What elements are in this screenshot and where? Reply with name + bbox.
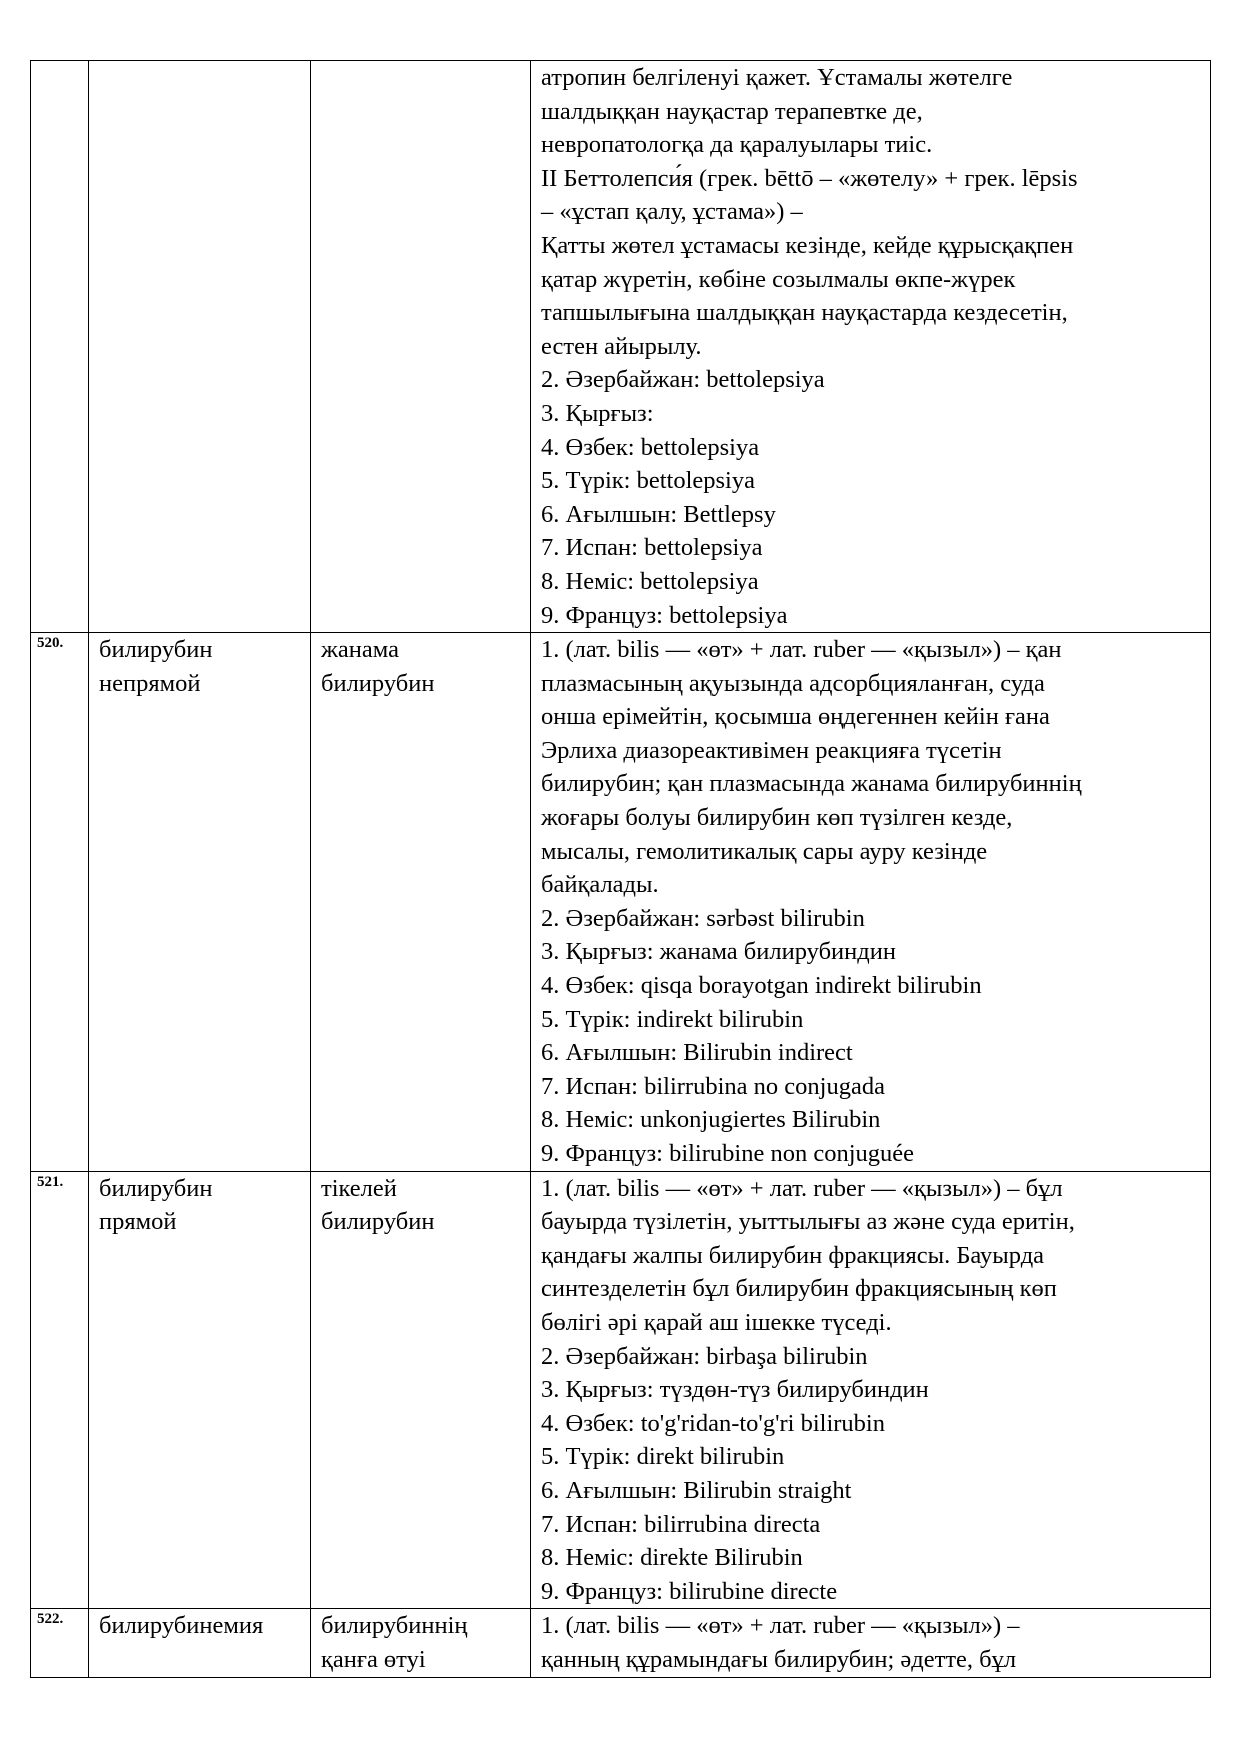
- translation-azerbaijani: 2. Әзербайжан: sərbəst bilirubin: [541, 904, 865, 932]
- kazakh-term: [311, 61, 531, 633]
- translation-french: 9. Француз: bilirubine non conjuguée: [541, 1140, 915, 1167]
- table-row: [31, 61, 1211, 633]
- translation-german: 8. Неміс: direkte Bilirubin: [541, 1544, 803, 1572]
- kazakh-term-line: тікелей: [321, 1174, 397, 1202]
- table-row: [31, 633, 1211, 1172]
- translation-turkish: 5. Түрік: direkt bilirubin: [541, 1443, 785, 1471]
- kazakh-term-line: билирубиннің: [321, 1612, 468, 1640]
- row-number: 520.: [31, 633, 89, 1172]
- kazakh-term-line: жанама: [321, 636, 399, 664]
- russian-term: [89, 61, 311, 633]
- table-row: [31, 1609, 1211, 1677]
- definition-line: қанның құрамындағы билирубин; әдетте, бұл: [541, 1645, 1017, 1673]
- definition-cell: [531, 1609, 1211, 1677]
- row-number: 522.: [31, 1609, 89, 1677]
- translation-german: 8. Неміс: bettolepsiya: [541, 567, 759, 595]
- kazakh-term-line: билирубин: [321, 669, 435, 697]
- definition-cell: [531, 1171, 1211, 1609]
- definition-line: жоғары болуы билирубин көп түзілген кезде,: [541, 804, 1013, 832]
- translation-spanish: 7. Испан: bilirrubina no conjugada: [541, 1072, 885, 1100]
- definition-line: 1. (лат. bilis — «өт» + лат. ruber — «қызыл») – бұл: [541, 1174, 1063, 1202]
- definition-line: Эрлиха диазореактивімен реакцияға түсетін: [541, 736, 1002, 764]
- translation-uzbek: 4. Өзбек: bettolepsiya: [541, 433, 760, 461]
- definition-line: естен айырылу.: [541, 332, 702, 360]
- definition-line: 1. (лат. bilis — «өт» + лат. ruber — «қызыл») –: [541, 1612, 1020, 1640]
- row-number: 521.: [31, 1171, 89, 1609]
- table-row: [31, 1171, 1211, 1609]
- definition-line: бауырда түзілетін, уыттылығы аз және суда еритін,: [541, 1208, 1075, 1236]
- translation-kyrgyz: 3. Қырғыз: жанама билирубиндин: [541, 938, 896, 966]
- russian-term-line: билирубин: [99, 636, 213, 664]
- russian-term-line: непрямой: [99, 669, 201, 697]
- kazakh-term: [311, 1609, 531, 1677]
- russian-term: [89, 1609, 311, 1677]
- translation-azerbaijani: 2. Әзербайжан: bettolepsiya: [541, 366, 825, 394]
- russian-term: [89, 1171, 311, 1609]
- definition-cell: [531, 61, 1211, 633]
- translation-english: 6. Ағылшын: Bettlepsy: [541, 500, 776, 528]
- definition-line: тапшылығына шалдыққан науқастарда кездесетін,: [541, 299, 1068, 327]
- definition-line: онша ерімейтін, қосымша өңдегеннен кейін ғана: [541, 703, 1050, 731]
- kazakh-term-line: билирубин: [321, 1208, 435, 1236]
- document-page: [30, 60, 1210, 1678]
- definition-line: шалдыққан науқастар терапевтке де,: [541, 97, 923, 125]
- definition-line: бөлігі әрі қарай аш ішекке түседі.: [541, 1308, 892, 1336]
- translation-azerbaijani: 2. Әзербайжан: birbaşa bilirubin: [541, 1342, 868, 1370]
- russian-term: [89, 633, 311, 1172]
- kazakh-term-line: қанға өтуі: [321, 1645, 426, 1673]
- definition-line: қатар жүретін, көбіне созылмалы өкпе-жүрек: [541, 265, 1016, 293]
- definition-line: синтезделетін бұл билирубин фракциясының көп: [541, 1275, 1057, 1303]
- terms-table: [30, 60, 1211, 1678]
- definition-line: 1. (лат. bilis — «өт» + лат. ruber — «қызыл») – қан: [541, 636, 1062, 664]
- translation-spanish: 7. Испан: bilirrubina directa: [541, 1510, 821, 1538]
- definition-line: байқалады.: [541, 871, 659, 899]
- translation-uzbek: 4. Өзбек: to'g'ridan-to'g'ri bilirubin: [541, 1409, 885, 1437]
- definition-line: Қатты жөтел ұстамасы кезінде, кейде құрысқақпен: [541, 231, 1074, 259]
- translation-english: 6. Ағылшын: Bilirubin indirect: [541, 1039, 853, 1067]
- row-number: [31, 61, 89, 633]
- translation-kyrgyz: 3. Қырғыз: түздөн-түз билирубиндин: [541, 1376, 929, 1404]
- russian-term-line: билирубин: [99, 1174, 213, 1202]
- translation-english: 6. Ағылшын: Bilirubin straight: [541, 1476, 852, 1504]
- russian-term-line: прямой: [99, 1208, 177, 1236]
- definition-line: II Беттолепси́я (грек. bēttō – «жөтелу» + грек. lēpsis: [541, 164, 1078, 192]
- definition-cell: [531, 633, 1211, 1172]
- definition-line: билирубин; қан плазмасында жанама билирубиннің: [541, 770, 1082, 798]
- translation-german: 8. Неміс: unkonjugiertes Bilirubin: [541, 1106, 881, 1134]
- terms-table-body: [31, 61, 1211, 1678]
- definition-line: невропатологқа да қаралуылары тиіс.: [541, 131, 933, 159]
- translation-spanish: 7. Испан: bettolepsiya: [541, 534, 763, 562]
- kazakh-term: [311, 1171, 531, 1609]
- definition-line: мысалы, гемолитикалық сары ауру кезінде: [541, 837, 988, 865]
- translation-kyrgyz: 3. Қырғыз:: [541, 399, 654, 427]
- russian-term-line: билирубинемия: [99, 1612, 264, 1640]
- translation-french: 9. Француз: bilirubine directe: [541, 1577, 838, 1605]
- translation-turkish: 5. Түрік: bettolepsiya: [541, 467, 755, 495]
- definition-line: қандағы жалпы билирубин фракциясы. Бауырда: [541, 1241, 1045, 1269]
- definition-line: атропин белгіленуі қажет. Ұстамалы жөтелге: [541, 64, 1013, 91]
- definition-line: плазмасының ақуызында адсорбцияланған, суда: [541, 669, 1045, 697]
- definition-line: – «ұстап қалу, ұстама») –: [541, 198, 803, 226]
- translation-french: 9. Француз: bettolepsiya: [541, 601, 788, 629]
- translation-turkish: 5. Түрік: indirekt bilirubin: [541, 1005, 804, 1033]
- kazakh-term: [311, 633, 531, 1172]
- translation-uzbek: 4. Өзбек: qisqa borayotgan indirekt bilirubin: [541, 972, 982, 1000]
